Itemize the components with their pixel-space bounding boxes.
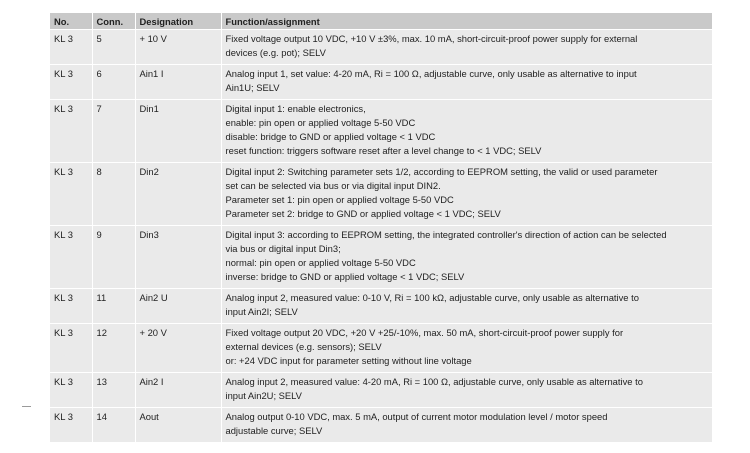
function-line: Analog input 2, measured value: 4-20 mA, Ri = 100 Ω, adjustable curve, only usable as alternative to <box>225 376 643 387</box>
function-line: Parameter set 1: pin open or applied voltage 5-50 VDC <box>225 194 454 205</box>
cell-no: KL 3 <box>50 289 92 324</box>
function-line: Analog input 1, set value: 4-20 mA, Ri = 100 Ω, adjustable curve, only usable as alternative to input <box>225 68 637 79</box>
function-line: disable: bridge to GND or applied voltage < 1 VDC <box>225 131 436 142</box>
function-line: Digital input 1: enable electronics, <box>225 103 366 114</box>
cell-function <box>221 65 712 100</box>
cell-function <box>221 163 712 226</box>
function-line: adjustable curve; SELV <box>225 425 323 436</box>
function-line: Fixed voltage output 20 VDC, +20 V +25/-10%, max. 50 mA, short-circuit-proof power supply for <box>225 327 624 338</box>
table-body <box>50 30 712 443</box>
cell-conn: 8 <box>92 163 135 226</box>
function-line: enable: pin open or applied voltage 5-50 VDC <box>225 117 416 128</box>
function-line: Digital input 3: according to EEPROM setting, the integrated controller's direction of action can be selected <box>225 229 667 240</box>
function-line: input Ain2I; SELV <box>225 306 298 317</box>
function-line: or: +24 VDC input for parameter setting without line voltage <box>225 355 472 366</box>
cell-no: KL 3 <box>50 226 92 289</box>
table-row <box>50 324 712 373</box>
function-line: via bus or digital input Din3; <box>225 243 341 254</box>
cell-designation: Ain2 U <box>135 289 221 324</box>
cell-function <box>221 373 712 408</box>
header-function: Function/assignment <box>221 13 712 30</box>
function-line: set can be selected via bus or via digital input DIN2. <box>225 180 441 191</box>
function-line: Digital input 2: Switching parameter sets 1/2, according to EEPROM setting, the valid or used parameter <box>225 166 658 177</box>
header-row <box>50 13 712 30</box>
table-row <box>50 163 712 226</box>
cell-designation: Din2 <box>135 163 221 226</box>
table-row <box>50 226 712 289</box>
terminal-assignment-table <box>50 13 712 443</box>
margin-dash <box>22 406 31 407</box>
cell-function <box>221 289 712 324</box>
function-line: Parameter set 2: bridge to GND or applied voltage < 1 VDC; SELV <box>225 208 501 219</box>
cell-function <box>221 324 712 373</box>
function-line: reset function: triggers software reset after a level change to < 1 VDC; SELV <box>225 145 542 156</box>
table-row <box>50 100 712 163</box>
cell-no: KL 3 <box>50 100 92 163</box>
cell-conn: 13 <box>92 373 135 408</box>
cell-function <box>221 30 712 65</box>
cell-designation: Aout <box>135 408 221 443</box>
cell-conn: 11 <box>92 289 135 324</box>
function-line: inverse: bridge to GND or applied voltage < 1 VDC; SELV <box>225 271 465 282</box>
table-row <box>50 408 712 443</box>
cell-conn: 12 <box>92 324 135 373</box>
cell-designation: Ain2 I <box>135 373 221 408</box>
cell-function <box>221 226 712 289</box>
function-line: devices (e.g. pot); SELV <box>225 47 326 58</box>
function-line: Fixed voltage output 10 VDC, +10 V ±3%, max. 10 mA, short-circuit-proof power supply for external <box>225 33 638 44</box>
cell-function <box>221 408 712 443</box>
cell-conn: 5 <box>92 30 135 65</box>
cell-conn: 14 <box>92 408 135 443</box>
header-conn: Conn. <box>92 13 135 30</box>
cell-conn: 9 <box>92 226 135 289</box>
function-line: Analog output 0-10 VDC, max. 5 mA, output of current motor modulation level / motor speed <box>225 411 608 422</box>
cell-no: KL 3 <box>50 30 92 65</box>
cell-designation: Ain1 I <box>135 65 221 100</box>
function-line: normal: pin open or applied voltage 5-50 VDC <box>225 257 416 268</box>
table-row <box>50 30 712 65</box>
function-line: Analog input 2, measured value: 0-10 V, Ri = 100 kΩ, adjustable curve, only usable as alternative to <box>225 292 639 303</box>
function-line: Ain1U; SELV <box>225 82 280 93</box>
cell-conn: 6 <box>92 65 135 100</box>
cell-conn: 7 <box>92 100 135 163</box>
cell-no: KL 3 <box>50 65 92 100</box>
table-row <box>50 373 712 408</box>
header-designation: Designation <box>135 13 221 30</box>
header-no: No. <box>50 13 92 30</box>
cell-function <box>221 100 712 163</box>
cell-designation: + 10 V <box>135 30 221 65</box>
cell-no: KL 3 <box>50 373 92 408</box>
function-line: external devices (e.g. sensors); SELV <box>225 341 382 352</box>
cell-designation: Din1 <box>135 100 221 163</box>
cell-designation: Din3 <box>135 226 221 289</box>
cell-no: KL 3 <box>50 408 92 443</box>
table-row <box>50 65 712 100</box>
table-row <box>50 289 712 324</box>
cell-no: KL 3 <box>50 163 92 226</box>
cell-no: KL 3 <box>50 324 92 373</box>
function-line: input Ain2U; SELV <box>225 390 302 401</box>
cell-designation: + 20 V <box>135 324 221 373</box>
